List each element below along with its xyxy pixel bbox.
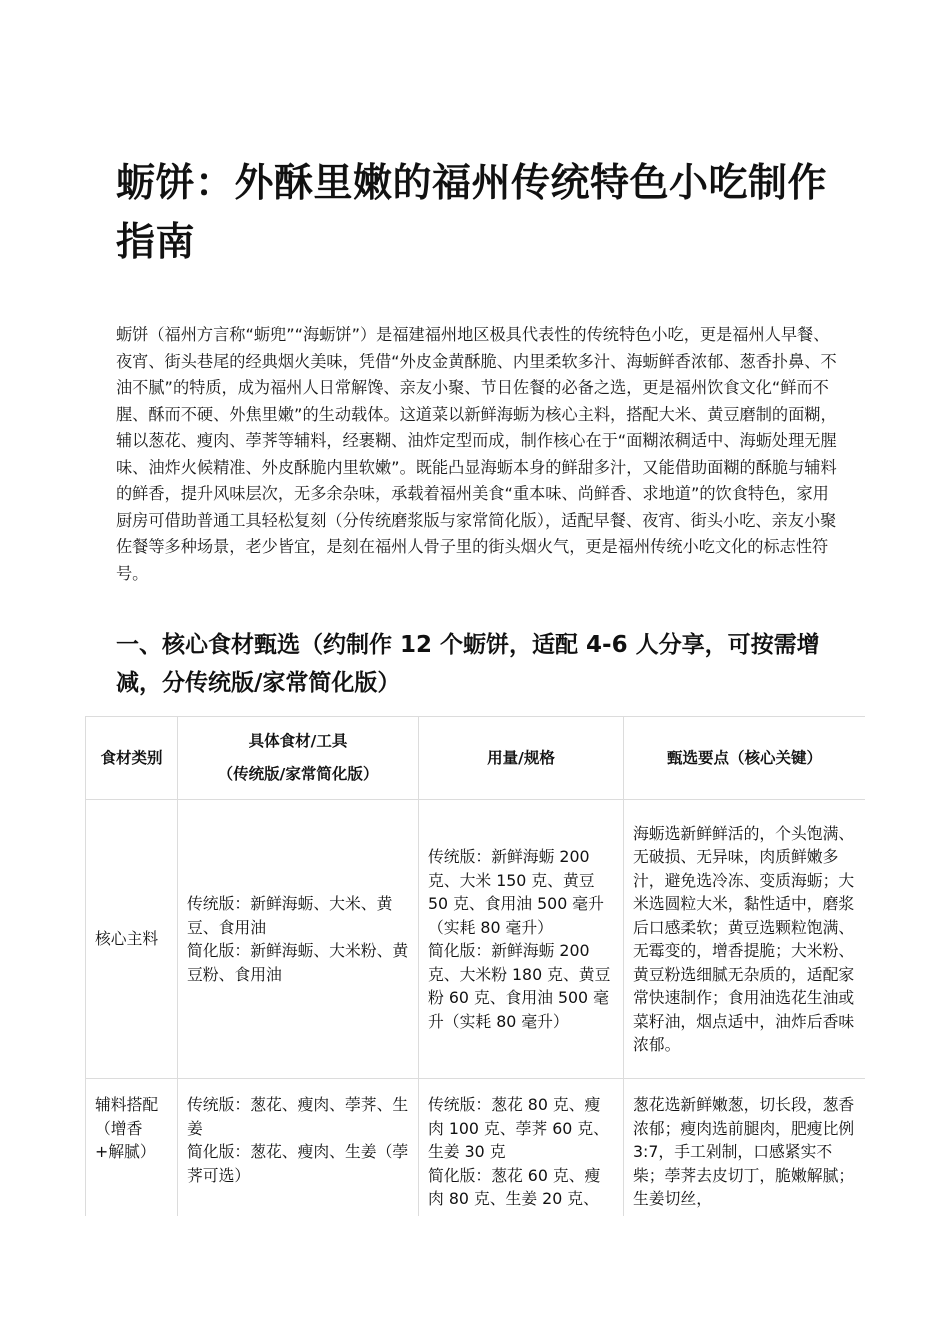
table-row [86,1079,866,1217]
ingredients-table-container [85,716,865,1216]
header-category: 食材类别 [86,717,178,800]
cell-tips: 葱花选新鲜嫩葱，切长段，葱香浓郁；瘦肉选前腿肉，肥瘦比例 3:7，手工剁制，口感紧实不柴；荸荠去皮切丁，脆嫩解腻；生姜切丝， [624,1079,866,1217]
header-items [178,717,419,800]
page-title: 蛎饼：外酥里嫩的福州传统特色小吃制作指南 [116,161,828,265]
table-header-row [86,717,866,800]
section-heading-ingredients: 一、核心食材甄选（约制作 12 个蛎饼，适配 4-6 人分享，可按需增减，分传统版/家常简化版） [116,632,820,696]
header-items-line2: （传统版/家常简化版） [217,765,379,783]
header-tips: 甄选要点（核心关键） [624,717,866,800]
table-row [86,800,866,1079]
cell-amount: 传统版：葱花 80 克、瘦肉 100 克、荸荠 60 克、生姜 30 克 简化版：葱花 60 克、瘦肉 80 克、生姜 20 克、 [419,1079,624,1217]
cell-amount: 传统版：新鲜海蛎 200 克、大米 150 克、黄豆 50 克、食用油 500 毫升（实耗 80 毫升） 简化版：新鲜海蛎 200 克、大米粉 180 克、黄豆粉 60 克、食用油 500 毫升（实耗 80 毫升） [419,800,624,1079]
cell-tips: 海蛎选新鲜鲜活的，个头饱满、无破损、无异味，肉质鲜嫩多汁，避免选冷冻、变质海蛎；大米选圆粒大米，黏性适中，磨浆后口感柔软；黄豆选颗粒饱满、无霉变的，增香提脆；大米粉、黄豆粉选细腻无杂质的，适配家常快速制作；食用油选花生油或菜籽油，烟点适中，油炸后香味浓郁。 [624,800,866,1079]
cell-items: 传统版：葱花、瘦肉、荸荠、生姜 简化版：葱花、瘦肉、生姜（荸荠可选） [178,1079,419,1217]
cell-items: 传统版：新鲜海蛎、大米、黄豆、食用油 简化版：新鲜海蛎、大米粉、黄豆粉、食用油 [178,800,419,1079]
intro-paragraph: 蛎饼（福州方言称“蛎兜”“海蛎饼”）是福建福州地区极具代表性的传统特色小吃，更是福州人早餐、夜宵、街头巷尾的经典烟火美味，凭借“外皮金黄酥脆、内里柔软多汁、海蛎鲜香浓郁、葱香扑鼻、不油不腻”的特质，成为福州人日常解馋、亲友小聚、节日佐餐的必备之选，更是福州饮食文化“鲜而不腥、酥而不硬、外焦里嫩”的生动载体。这道菜以新鲜海蛎为核心主料，搭配大米、黄豆磨制的面糊，辅以葱花、瘦肉、荸荠等辅料，经裹糊、油炸定型而成，制作核心在于“面糊浓稠适中、海蛎处理无腥味、油炸火候精准、外皮酥脆内里软嫩”。既能凸显海蛎本身的鲜甜多汁，又能借助面糊的酥脆与辅料的鲜香，提升风味层次，无多余杂味，承载着福州美食“重本味、尚鲜香、求地道”的饮食特色，家用厨房可借助普通工具轻松复刻（分传统磨浆版与家常简化版），适配早餐、夜宵、街头小吃、亲友小聚佐餐等多种场景，老少皆宜，是刻在福州人骨子里的街头烟火气，更是福州传统小吃文化的标志性符号。 [116,325,837,583]
cell-category: 核心主料 [86,800,178,1079]
header-items-line1: 具体食材/工具 [248,732,348,750]
header-amount: 用量/规格 [419,717,624,800]
ingredients-table [85,716,865,1216]
cell-category: 辅料搭配（增香+解腻） [86,1079,178,1217]
